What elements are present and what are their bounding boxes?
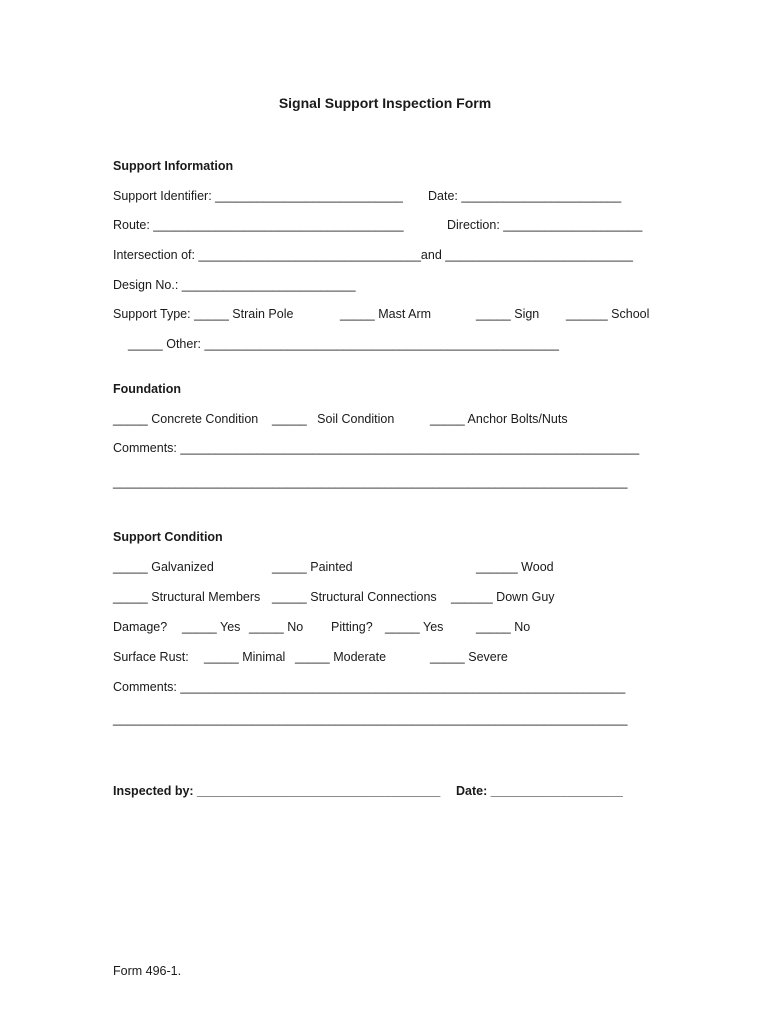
painted-field[interactable]: _____ Painted: [272, 560, 353, 574]
damage-label: Damage?: [113, 620, 168, 634]
concrete-condition-field[interactable]: _____ Concrete Condition: [113, 412, 259, 426]
inspected-by-field[interactable]: Inspected by: ___________________________________: [113, 784, 441, 798]
galvanized-field[interactable]: _____ Galvanized: [113, 560, 214, 574]
support-type-sign[interactable]: _____ Sign: [476, 307, 540, 321]
surface-rust-minimal[interactable]: _____ Minimal: [204, 650, 286, 664]
structural-members-field[interactable]: _____ Structural Members: [113, 590, 261, 604]
page-title: Signal Support Inspection Form: [278, 95, 492, 111]
pitting-yes-field[interactable]: _____ Yes: [385, 620, 444, 634]
support-condition-comments-line2[interactable]: __________________________________________________________________________: [113, 712, 628, 726]
soil-condition-field[interactable]: _____ Soil Condition: [272, 412, 395, 426]
surface-rust-moderate[interactable]: _____ Moderate: [295, 650, 387, 664]
pitting-label: Pitting?: [331, 620, 373, 634]
anchor-bolts-field[interactable]: _____ Anchor Bolts/Nuts: [430, 412, 568, 426]
support-identifier-field[interactable]: Support Identifier: ___________________________: [113, 189, 403, 203]
structural-connections-field[interactable]: _____ Structural Connections: [272, 590, 437, 604]
support-type-school[interactable]: ______ School: [566, 307, 650, 321]
inspection-date-field[interactable]: Date: ___________________: [456, 784, 623, 798]
form-number: Form 496-1.: [113, 964, 182, 978]
section-heading-support-information: Support Information: [113, 159, 234, 173]
down-guy-field[interactable]: ______ Down Guy: [451, 590, 555, 604]
section-heading-support-condition: Support Condition: [113, 530, 223, 544]
route-field[interactable]: Route: ____________________________________: [113, 218, 404, 232]
foundation-comments-field[interactable]: Comments: __________________________________________________________________: [113, 441, 640, 455]
support-type-mast-arm[interactable]: _____ Mast Arm: [340, 307, 432, 321]
support-type-strain-pole[interactable]: Support Type: _____ Strain Pole: [113, 307, 294, 321]
direction-field[interactable]: Direction: ____________________: [447, 218, 643, 232]
intersection-field[interactable]: Intersection of: ________________________________and ___________________________: [113, 248, 633, 262]
damage-yes-field[interactable]: _____ Yes: [182, 620, 241, 634]
pitting-no-field[interactable]: _____ No: [476, 620, 531, 634]
wood-field[interactable]: ______ Wood: [476, 560, 554, 574]
support-condition-comments-field[interactable]: Comments: ________________________________________________________________: [113, 680, 626, 694]
surface-rust-label: Surface Rust:: [113, 650, 189, 664]
date-field[interactable]: Date: _______________________: [428, 189, 622, 203]
foundation-comments-line2[interactable]: __________________________________________________________________________: [113, 475, 628, 489]
support-type-other[interactable]: _____ Other: ___________________________________________________: [128, 337, 559, 351]
surface-rust-severe[interactable]: _____ Severe: [430, 650, 508, 664]
section-heading-foundation: Foundation: [113, 382, 182, 396]
damage-no-field[interactable]: _____ No: [249, 620, 304, 634]
design-no-field[interactable]: Design No.: _________________________: [113, 278, 356, 292]
